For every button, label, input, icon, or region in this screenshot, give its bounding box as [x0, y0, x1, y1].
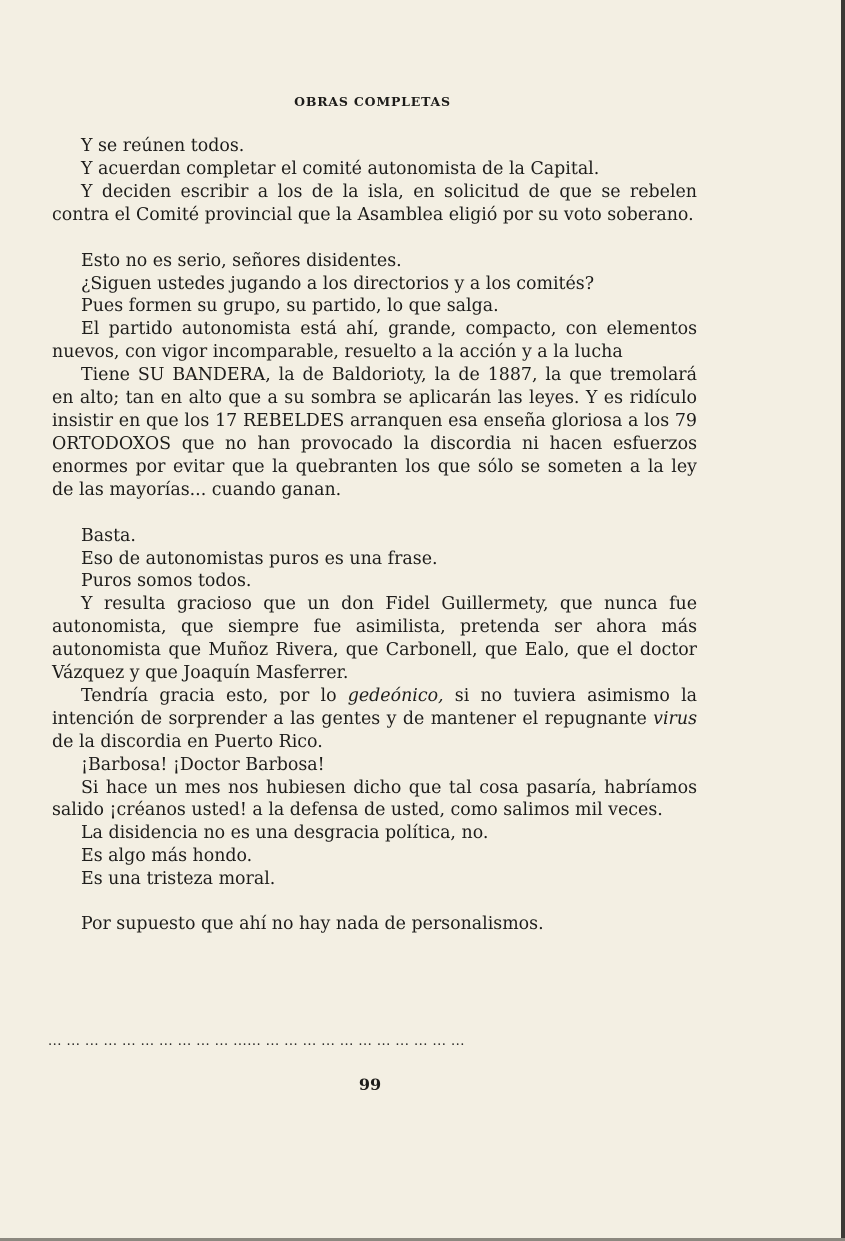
running-header: OBRAS COMPLETAS [294, 94, 451, 109]
italic-word: gedeónico, [347, 685, 444, 706]
dotted-separator: ... ... ... ... ... ... ... ... ... ... ...... ... ... ... ... ... ... ... ... ... ... ... [48, 1034, 465, 1048]
paragraph: Es algo más hondo. [81, 846, 253, 867]
paragraph: Y acuerdan completar el comité autonomista de la Capital. [81, 158, 600, 179]
page-edge-shadow [841, 0, 845, 1241]
paragraph: Por supuesto que ahí no hay nada de personalismos. [81, 914, 544, 935]
paragraph: Esto no es serio, señores disidentes. [81, 250, 402, 271]
paragraph: Pues formen su grupo, su partido, lo que salga. [81, 296, 499, 317]
paragraph: Eso de autonomistas puros es una frase. [81, 548, 438, 569]
paragraph-with-italics [52, 685, 697, 754]
paragraph: Y deciden escribir a los de la isla, en solicitud de que se rebelen contra el Comité provincial que la Asamblea eligió por su voto soberano. [52, 181, 697, 225]
paragraph: El partido autonomista está ahí, grande, compacto, con elementos nuevos, con vigor incomparable, resuelto a la acción y a la lucha [52, 319, 697, 363]
paragraph: Tiene SU BANDERA, la de Baldorioty, la de 1887, la que tremolará en alto; tan en alto que a su sombra se aplicarán las leyes. Y es ridículo insistir en que los 17 REBELDES arranquen esa enseña gloriosa a los 79 ORTODOXOS que no han provocado la discordia ni hacen esfuerzos enormes por evitar que la quebranten los que sólo se someten a la ley de las mayorías... cuando ganan. [52, 365, 697, 500]
paragraph: Y resulta gracioso que un don Fidel Guillermety, que nunca fue autonomista, que siempre fue asimilista, pretenda ser ahora más autonomista que Muñoz Rivera, que Carbonell, que Ealo, que el doctor Vázquez y que Joaquín Masferrer. [52, 594, 697, 684]
paragraph: Puros somos todos. [81, 571, 252, 592]
paragraph: La disidencia no es una desgracia política, no. [81, 823, 489, 844]
paragraph: ¡Barbosa! ¡Doctor Barbosa! [81, 754, 325, 775]
text-run: Tendría gracia esto, por lo [81, 685, 348, 706]
paragraph: Es una tristeza moral. [81, 869, 276, 890]
paragraph: Si hace un mes nos hubiesen dicho que tal cosa pasaría, habríamos salido ¡créanos usted! a la defensa de usted, como salimos mil veces. [52, 777, 697, 821]
paragraph: Y se reúnen todos. [81, 136, 245, 156]
italic-word: virus [653, 708, 697, 729]
paragraph: Basta. [81, 525, 136, 546]
paragraph: ¿Siguen ustedes jugando a los directorios y a los comités? [81, 273, 595, 294]
page-number: 99 [358, 1075, 382, 1094]
body-text [52, 135, 697, 936]
text-run: si no tuviera asimismo la intención de sorprender a las gentes y de mantener el repugnante [52, 685, 697, 729]
text-run: de la discordia en Puerto Rico. [52, 731, 323, 752]
